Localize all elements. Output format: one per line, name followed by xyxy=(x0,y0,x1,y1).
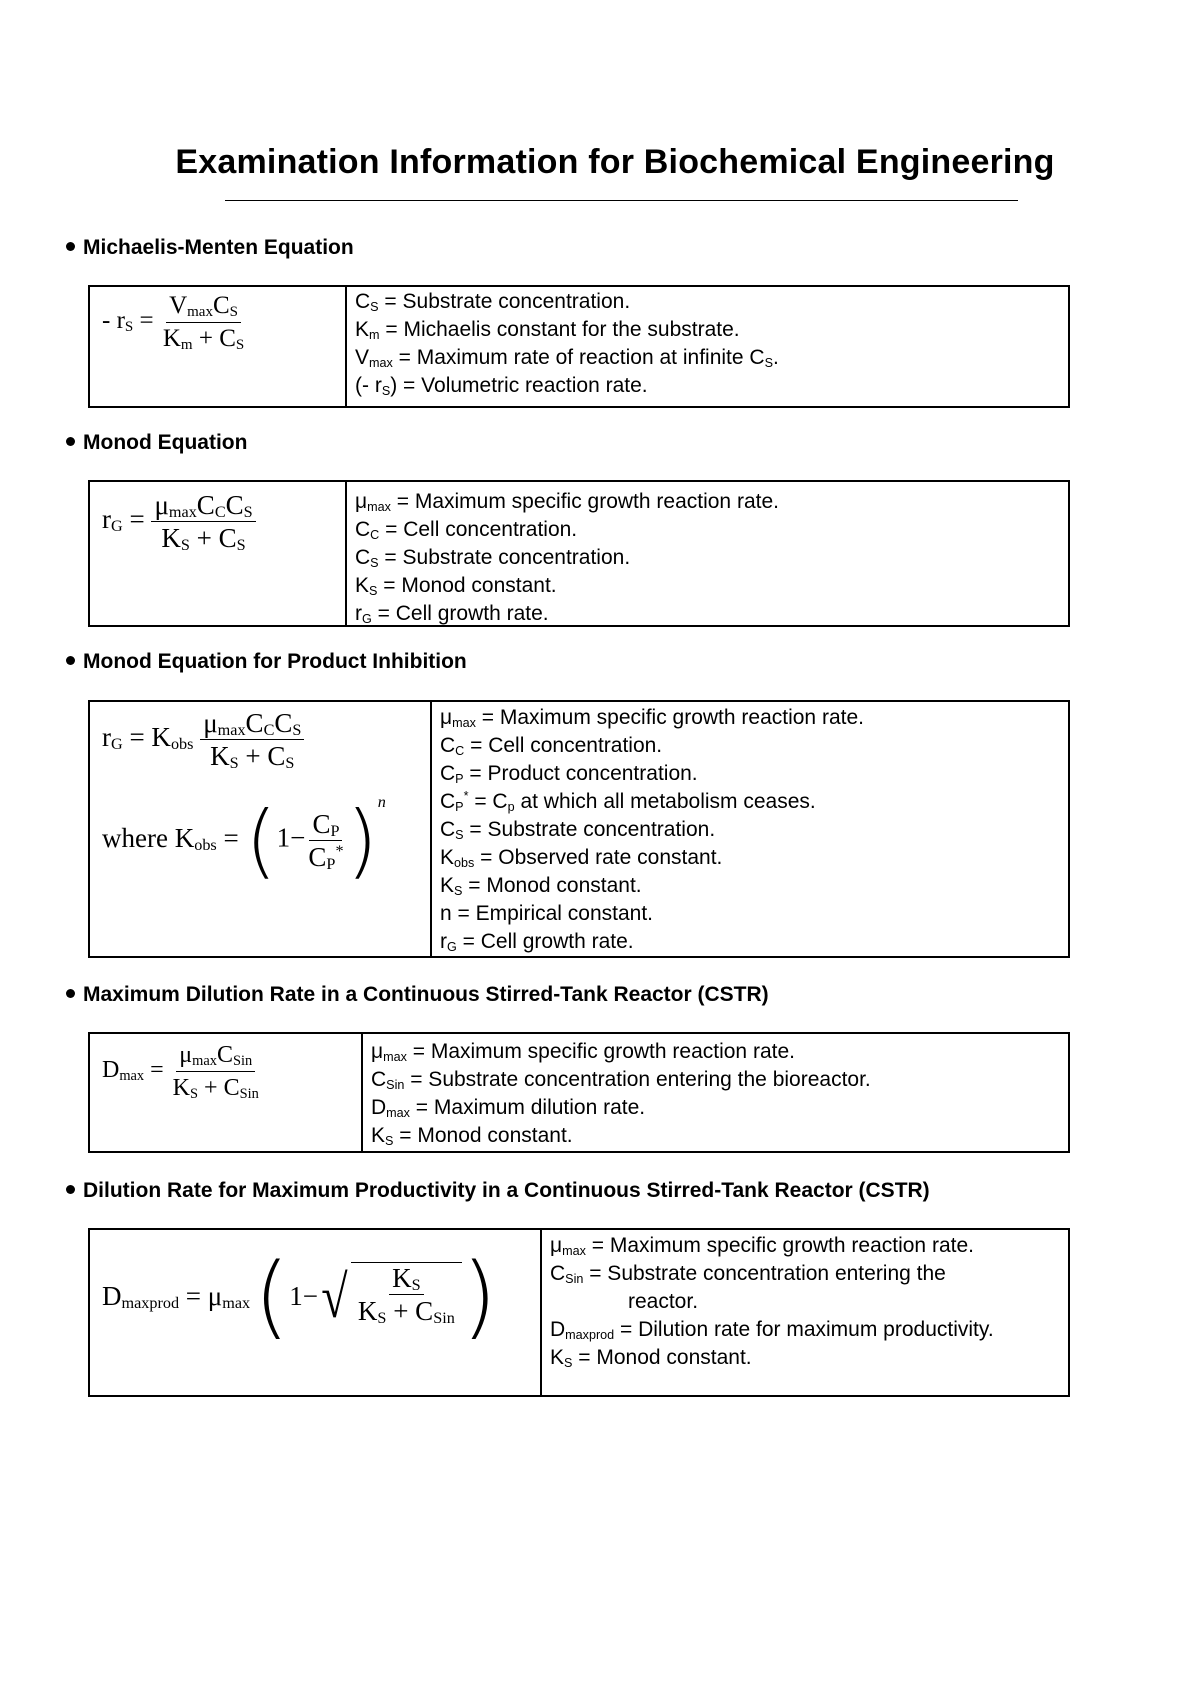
definitions-list xyxy=(440,704,864,956)
bullet-icon xyxy=(66,1185,75,1194)
equation: $r_G$ = $\frac{\mu_{max}C_CC_S}{K_S + C_S}$ xyxy=(102,490,256,553)
definition-line: $C_S$ = Substrate concentration. xyxy=(355,546,631,570)
column-divider xyxy=(430,702,432,956)
definition-line: $K_S$ = Monod constant. xyxy=(355,574,557,598)
definition-line: $\mu_{max}$ = Maximum specific growth reaction rate. xyxy=(550,1234,974,1258)
section-heading-text: Dilution Rate for Maximum Productivity in a Continuous Stirred-Tank Reactor (CSTR) xyxy=(83,1179,930,1202)
definition-line: $C_S$ = Substrate concentration. xyxy=(355,290,631,314)
section-heading-text: Maximum Dilution Rate in a Continuous Stirred-Tank Reactor (CSTR) xyxy=(83,983,769,1006)
definition-line: $\mu_{max}$ = Maximum specific growth reaction rate. xyxy=(371,1040,795,1064)
definition-line: $C_P$ = Product concentration. xyxy=(440,762,698,786)
section-heading-text: Monod Equation for Product Inhibition xyxy=(83,650,467,673)
definition-line: $V_{max}$ = Maximum rate of reaction at infinite $C_S$. xyxy=(355,346,779,370)
definition-line: $C_{Sin}$ = Substrate concentration entering the bioreactor. xyxy=(371,1068,871,1092)
definition-line: $D_{maxprod}$ = Dilution rate for maximum productivity. xyxy=(550,1318,994,1342)
equation: $D_{maxprod} = \mu_{max}$ ( 1− √ $\frac{K_S}{K_S + C_{Sin}}$ ) xyxy=(102,1244,497,1349)
section-heading xyxy=(66,983,769,1007)
definition-line: $K_S$ = Monod constant. xyxy=(440,874,642,898)
definition-line: (- $r_S$) = Volumetric reaction rate. xyxy=(355,374,648,398)
section-heading-text: Michaelis-Menten Equation xyxy=(83,236,354,259)
column-divider xyxy=(540,1230,542,1395)
title-underline xyxy=(225,200,1018,201)
bullet-icon xyxy=(66,989,75,998)
bullet-icon xyxy=(66,437,75,446)
definition-line: $\mu_{max}$ = Maximum specific growth reaction rate. xyxy=(440,706,864,730)
definition-line: $K_m$ = Michaelis constant for the substrate. xyxy=(355,318,740,342)
section-heading xyxy=(66,1179,930,1203)
definition-line: $C_P^* = C_p$ at which all metabolism ceases. xyxy=(440,789,816,814)
max-productivity-box xyxy=(88,1228,1070,1397)
definition-line: $C_C$ = Cell concentration. xyxy=(440,734,663,758)
bullet-icon xyxy=(66,242,75,251)
definition-line: $C_S$ = Substrate concentration. xyxy=(440,818,716,842)
definition-line: $\mu_{max}$ = Maximum specific growth reaction rate. xyxy=(355,490,779,514)
definition-line: n = Empirical constant. xyxy=(440,902,654,925)
definition-line: $r_G$ = Cell growth rate. xyxy=(355,602,549,626)
column-divider xyxy=(345,482,347,625)
definition-line: reactor. xyxy=(628,1290,699,1313)
section-heading xyxy=(66,650,467,674)
section-heading xyxy=(66,431,247,455)
definitions-list xyxy=(355,488,779,628)
equation: $r_G = K_{obs}$ $\frac{\mu_{max}C_CC_S}{K_S + C_S}$ xyxy=(102,708,304,771)
equation: - $r_S$ = $\frac{V_{max}C_S}{K_m + C_S}$ xyxy=(102,292,245,353)
max-dilution-box xyxy=(88,1032,1070,1153)
definition-line: $D_{max}$ = Maximum dilution rate. xyxy=(371,1096,646,1120)
document-title: Examination Information for Biochemical Engineering xyxy=(175,143,1055,181)
bullet-icon xyxy=(66,656,75,665)
definitions-list xyxy=(355,288,779,400)
michaelis-menten-box xyxy=(88,285,1070,408)
monod-box xyxy=(88,480,1070,627)
product-inhibition-box xyxy=(88,700,1070,958)
definitions-list xyxy=(371,1038,871,1150)
equation: $D_{max}$ = $\frac{\mu_{max}C_{Sin}}{K_S + C_{Sin}}$ xyxy=(102,1042,259,1102)
definition-line: $K_S$ = Monod constant. xyxy=(550,1346,752,1370)
column-divider xyxy=(345,287,347,406)
definition-line: $C_C$ = Cell concentration. xyxy=(355,518,578,542)
definition-line: $r_G$ = Cell growth rate. xyxy=(440,930,634,954)
column-divider xyxy=(361,1034,363,1151)
section-heading-text: Monod Equation xyxy=(83,431,248,454)
definition-line: $C_{Sin}$ = Substrate concentration entering the xyxy=(550,1262,946,1286)
definition-line: $K_S$ = Monod constant. xyxy=(371,1124,573,1148)
definition-line: $K_{obs}$ = Observed rate constant. xyxy=(440,846,723,870)
section-heading xyxy=(66,236,354,260)
kobs-equation: where $K_{obs} = (1-$ $\frac{C_P}{C_P^*}$ )$^n$ xyxy=(102,792,386,887)
definitions-list xyxy=(550,1232,994,1372)
